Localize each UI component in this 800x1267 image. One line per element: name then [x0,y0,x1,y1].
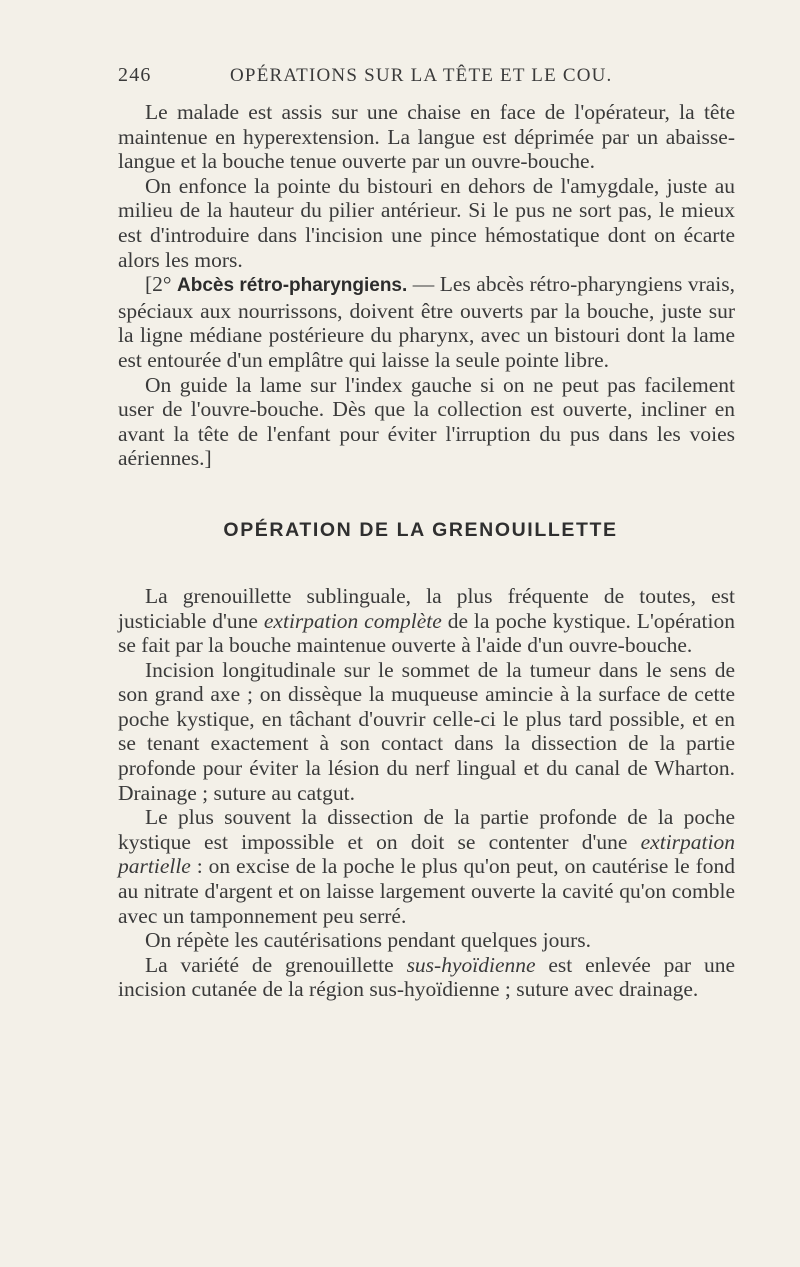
paragraph-text: La variété de grenouillette [145,952,407,977]
page-number: 246 [118,64,152,86]
running-head [118,64,735,94]
section-pharynx [118,100,735,471]
book-page [118,64,735,1002]
subsection-title: Abcès rétro-pharyngiens. [177,275,408,297]
paragraph [118,584,735,658]
emphasis: extirpation partielle [118,829,735,879]
paragraph-text: — Les abcès rétro-pharyngiens vrais, spéciaux aux nourrissons, doivent être ouverts par la bouche, juste sur la ligne médiane postérieure du pharynx, avec un bistouri dont la lame est entourée d'un emplâtre qui laisse la seule pointe libre. [118,272,735,372]
paragraph-text: : on excise de la poche le plus qu'on peut, on cautérise le fond au nitrate d'argent et on laisse largement ouverte la cavité qu'on comble avec un tamponnement peu serré. [118,854,735,928]
section-heading: OPÉRATION DE LA GRENOUILLETTE [223,518,618,541]
paragraph: On répète les cautérisations pendant quelques jours. [145,928,591,953]
paragraph-text: La grenouillette sublinguale, la plus fréquente de toutes, est justiciable d'une [118,583,735,633]
paragraph-abces [118,272,735,372]
page-header-title: OPÉRATIONS SUR LA TÊTE ET LE COU. [230,65,613,86]
section-grenouillette [118,584,735,1002]
paragraph [118,953,735,1002]
paragraph: Le malade est assis sur une chaise en face de l'opérateur, la tête maintenue en hyperextension. La langue est déprimée par un abaisse-langue et la bouche tenue ouverte par un ouvre-bouche. [118,100,735,174]
paragraph-text: est enlevée par une incision cutanée de la région sus-hyoïdienne ; suture avec drainage. [118,952,735,1002]
paragraph [118,805,735,928]
paragraph: On guide la lame sur l'index gauche si on ne peut pas facilement user de l'ouvre-bouche. Dès que la collection est ouverte, incliner en avant la tête de l'enfant pour éviter l'irruption du pus dans les voies aériennes.] [118,372,735,471]
paragraph: On enfonce la pointe du bistouri en dehors de l'amygdale, juste au milieu de la hauteur du pilier antérieur. Si le pus ne sort pas, le mieux est d'introduire dans l'incision une pince hémostatique dont on écarte alors les mors. [118,173,735,272]
paragraph-text: de la poche kystique. L'opération se fait par la bouche maintenue ouverte à l'aide d'un ouvre-bouche. [118,608,736,658]
bracket-number: [2° [145,272,172,297]
paragraph: Incision longitudinale sur le sommet de la tumeur dans le sens de son grand axe ; on dissèque la muqueuse amincie à la surface de cette poche kystique, en tâchant d'ouvrir celle-ci le plus tard possible, et en se tenant exactement à son contact dans la dissection de la partie profonde pour éviter la lésion du nerf lingual et du canal de Wharton. Drainage ; suture au catgut. [118,657,735,805]
emphasis: sus-hyoïdienne [406,952,536,977]
paragraph-text: Le plus souvent la dissection de la partie profonde de la poche kystique est impossible et on doit se contenter d'une [118,805,735,854]
emphasis: extirpation complète [263,608,442,633]
